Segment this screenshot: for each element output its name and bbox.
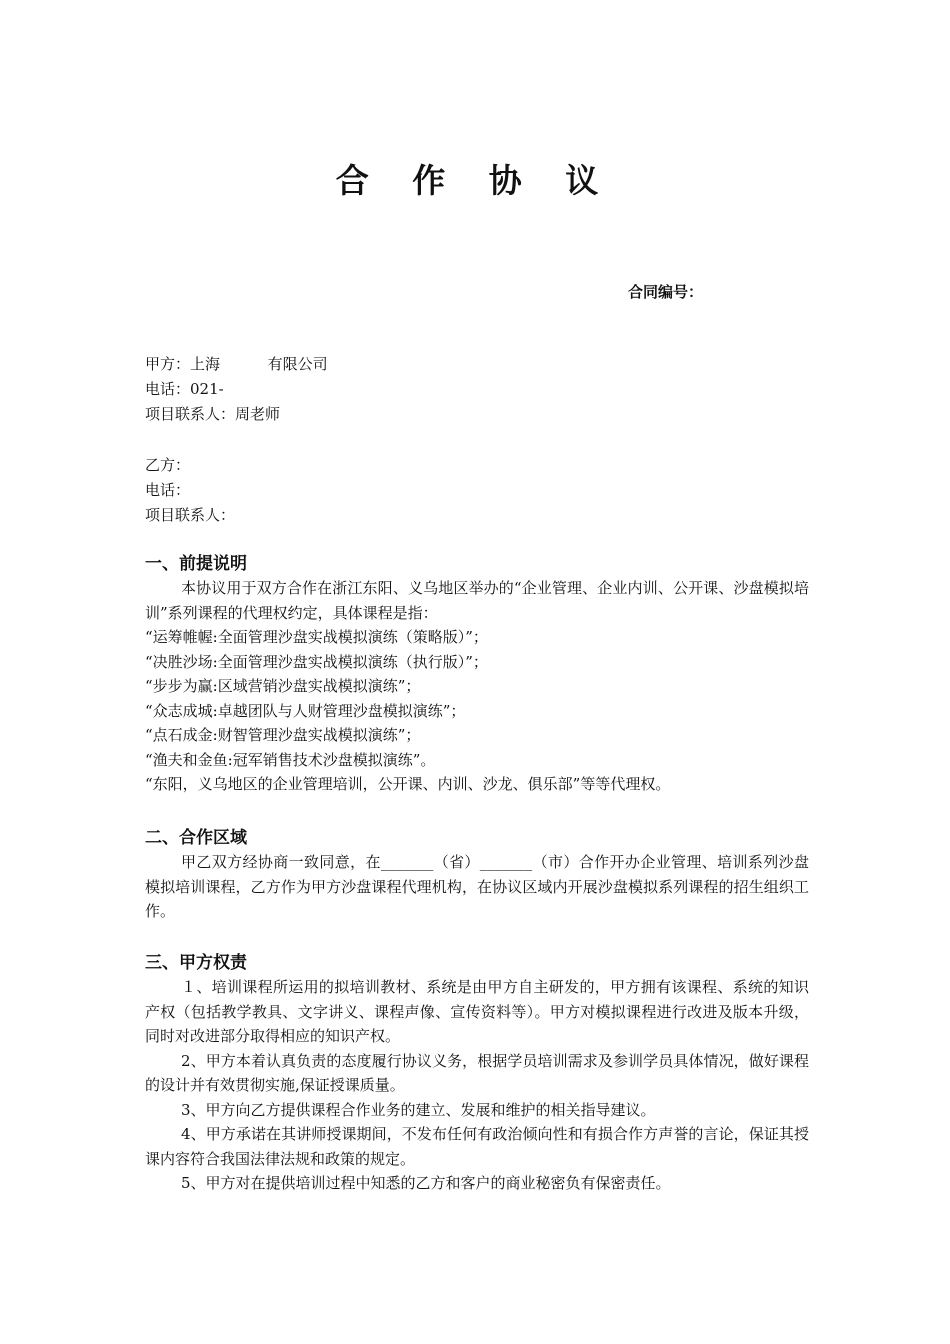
- party-b-name: 乙方：: [145, 456, 191, 474]
- section-heading: 一、前提说明: [145, 554, 247, 574]
- course-item: “步步为赢:区域营销沙盘实战模拟演练”；: [145, 677, 421, 695]
- party-a-phone: 电话：021-: [145, 380, 224, 398]
- party-a-contact: 项目联系人：周老师: [145, 405, 281, 423]
- clause-item: 2、甲方本着认真负责的态度履行协议义务，根据学员培训需求及参训学员具体情况，做好课程的设计并有效贯彻实施,保证授课质量。: [145, 1051, 809, 1094]
- party-a-block: [145, 352, 815, 427]
- section-heading: 二、合作区域: [145, 828, 247, 848]
- party-a-name: 甲方：上海 有限公司: [145, 355, 328, 373]
- course-item: “渔夫和金鱼:冠军销售技术沙盘模拟演练”。: [145, 750, 436, 769]
- course-item: “点石成金:财智管理沙盘实战模拟演练”；: [145, 726, 421, 744]
- clause-item: 5、甲方对在提供培训过程中知悉的乙方和客户的商业秘密负有保密责任。: [181, 1174, 671, 1192]
- party-b-contact: 项目联系人：: [145, 506, 236, 524]
- course-item: “众志成城:卓越团队与人财管理沙盘模拟演练”；: [145, 701, 466, 720]
- contract-number-label: 合同编号：: [628, 283, 704, 301]
- section-party-a-responsibilities: [145, 951, 809, 1196]
- course-item: “东阳，义乌地区的企业管理培训，公开课、内训、沙龙、俱乐部”等等代理权。: [145, 775, 671, 793]
- section-paragraph: 本协议用于双方合作在浙江东阳、义乌地区举办的“企业管理、企业内训、公开课、沙盘模拟培训”系列课程的代理权约定，具体课程是指：: [145, 579, 809, 622]
- section-paragraph: 甲乙双方经协商一致同意，在_______（省）_______（市）合作开办企业管理、培训系列沙盘模拟培训课程，乙方作为甲方沙盘课程代理机构，在协议区域内开展沙盘模拟系列课程的招生组织工作。: [145, 853, 809, 920]
- party-b-block: [145, 453, 815, 528]
- party-b-phone: 电话：: [145, 481, 191, 499]
- clause-item: １、培训课程所运用的拟培训教材、系统是由甲方自主研发的，甲方拥有该课程、系统的知识产权（包括教学教具、文字讲义、课程声像、宣传资料等）。甲方对模拟课程进行改进及版本升级，同时对改进部分取得相应的知识产权。: [145, 978, 809, 1045]
- clause-item: 4、甲方承诺在其讲师授课期间，不发布任何有政治倾向性和有损合作方声誉的言论，保证其授课内容符合我国法律法规和政策的规定。: [145, 1125, 809, 1168]
- section-heading: 三、甲方权责: [145, 953, 247, 973]
- section-cooperation-area: [145, 826, 809, 924]
- course-item: “运筹帷幄:全面管理沙盘实战模拟演练（策略版）”；: [145, 628, 488, 646]
- course-item: “决胜沙场:全面管理沙盘实战模拟演练（执行版）”；: [145, 652, 488, 671]
- document-title: 合 作 协 议: [335, 161, 615, 200]
- clause-item: 3、甲方向乙方提供课程合作业务的建立、发展和维护的相关指导建议。: [181, 1100, 656, 1119]
- section-premise: [145, 552, 809, 797]
